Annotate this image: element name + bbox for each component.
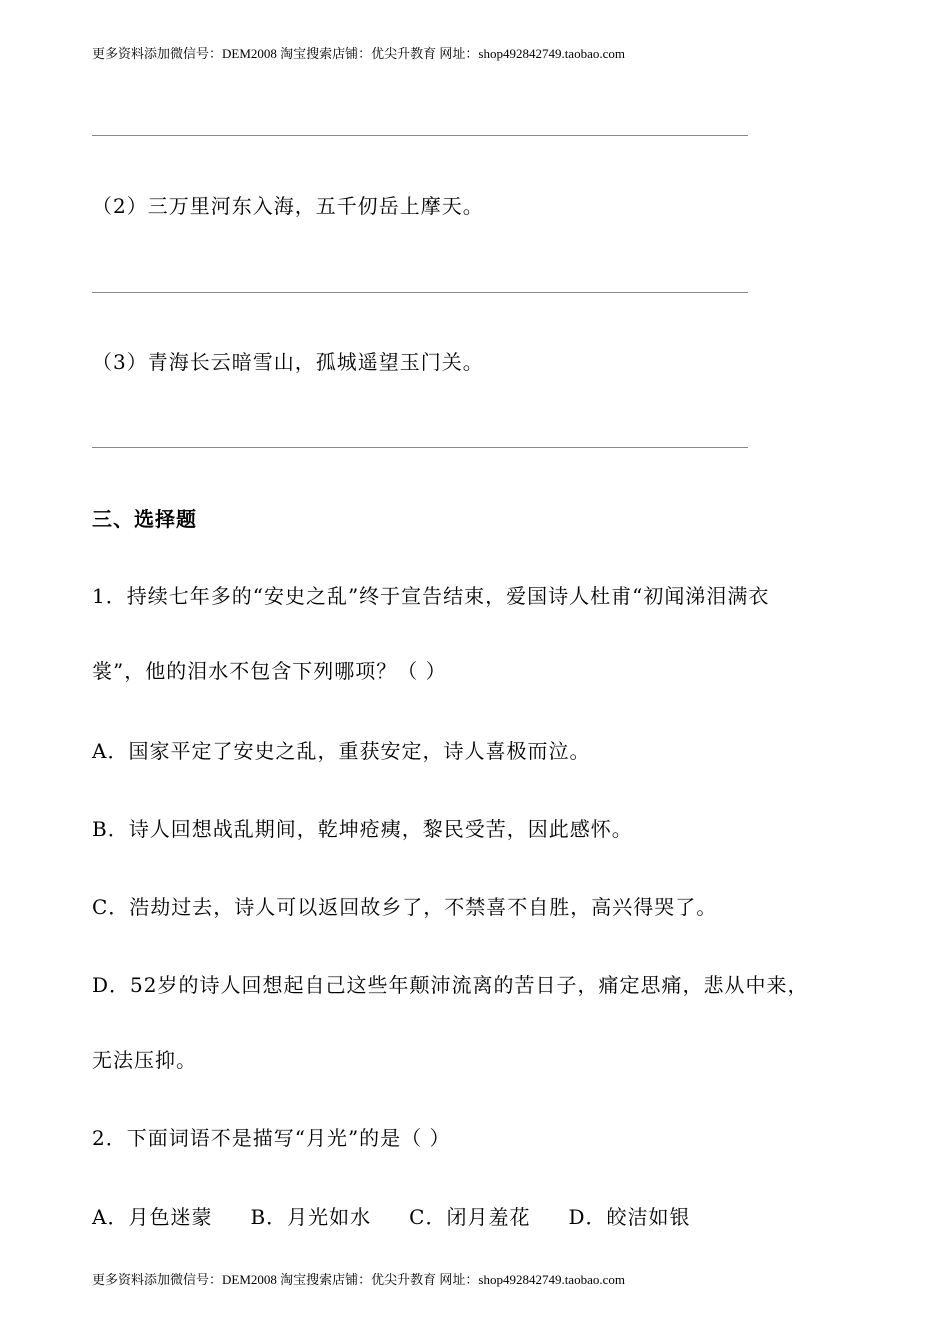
q2-options — [92, 1205, 691, 1229]
q2-option-b: B．月光如水 — [250, 1205, 372, 1229]
page-footer: 更多资料添加微信号：DEM2008 淘宝搜索店铺：优尖升教育 网址：shop492842749.taobao.com — [92, 1272, 625, 1287]
q2-option-d: D．皎洁如银 — [568, 1205, 691, 1229]
page-header: 更多资料添加微信号：DEM2008 淘宝搜索店铺：优尖升教育 网址：shop492842749.taobao.com — [92, 46, 625, 61]
q2-option-a: A．月色迷蒙 — [92, 1205, 213, 1229]
q2-stem: 2．下面词语不是描写“月光”的是（ ） — [92, 1126, 451, 1150]
answer-line-2 — [92, 292, 748, 293]
q1-option-c: C．浩劫过去，诗人可以返回故乡了，不禁喜不自胜，高兴得哭了。 — [92, 895, 718, 919]
q1-option-d-line2: 无法压抑。 — [92, 1048, 197, 1072]
q1-stem-line2: 裳”，他的泪水不包含下列哪项？（ ） — [92, 659, 447, 683]
poem-line-3: （3）青海长云暗雪山，孤城遥望玉门关。 — [92, 350, 484, 374]
q1-option-b: B．诗人回想战乱期间，乾坤疮痍，黎民受苦，因此感怀。 — [92, 817, 633, 841]
section-title: 三、选择题 — [92, 507, 197, 531]
answer-line-3 — [92, 447, 748, 448]
q1-stem-line1: 1．持续七年多的“安史之乱”终于宣告结束，爱国诗人杜甫“初闻涕泪满衣 — [92, 584, 770, 608]
answer-line-1 — [92, 135, 748, 136]
q1-option-a: A．国家平定了安史之乱，重获安定，诗人喜极而泣。 — [92, 739, 591, 763]
poem-line-2: （2）三万里河东入海，五千仞岳上摩天。 — [92, 194, 484, 218]
q1-option-d-line1: D．52岁的诗人回想起自己这些年颠沛流离的苦日子，痛定思痛，悲从中来， — [92, 973, 809, 997]
q2-option-c: C．闭月羞花 — [409, 1205, 531, 1229]
